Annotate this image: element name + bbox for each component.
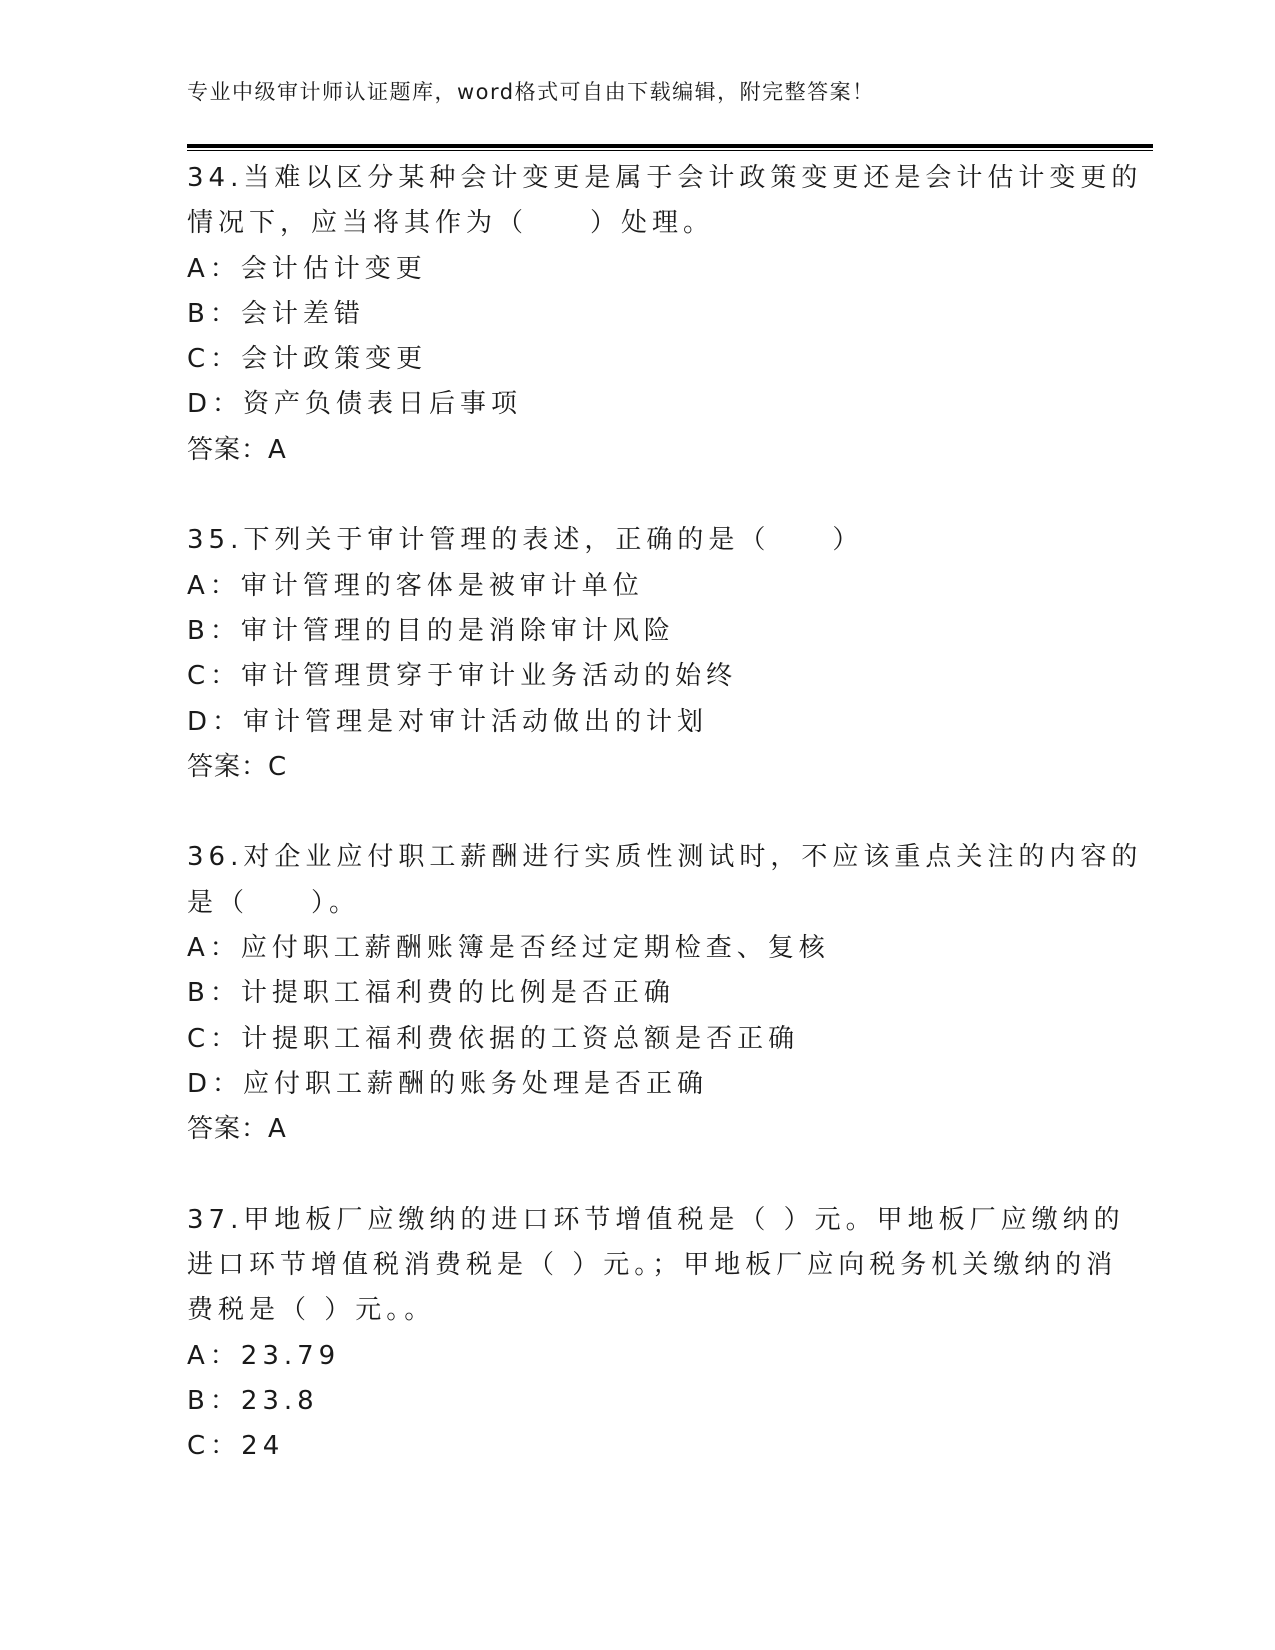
question-stem-line: 费税是（ ）元。。 (187, 1295, 436, 1326)
question-stem-line: 34.当难以区分某种会计变更是属于会计政策变更还是会计估计变更的 (187, 163, 1143, 193)
question-stem-line: 35.下列关于审计管理的表述，正确的是（ ） (187, 525, 864, 556)
answer-line: 答案：C (187, 751, 288, 782)
question-36 (187, 835, 1143, 1152)
question-stem-line: 情况下，应当将其作为（ ）处理。 (187, 208, 715, 239)
question-34 (187, 156, 1143, 473)
option-b: B：计提职工福利费的比例是否正确 (187, 978, 675, 1009)
option-c: C：会计政策变更 (187, 344, 428, 375)
answer-line: 答案：A (187, 1114, 287, 1145)
question-stem-line: 是（ ）。 (187, 887, 361, 918)
option-a: A：应付职工薪酬账簿是否经过定期检查、复核 (187, 933, 830, 964)
question-35 (187, 518, 1087, 790)
spacer (187, 473, 1087, 518)
option-a: A：23.79 (187, 1340, 341, 1371)
option-b: B：会计差错 (187, 298, 365, 329)
spacer (187, 1153, 1087, 1198)
option-a: A：审计管理的客体是被审计单位 (187, 570, 644, 601)
question-37 (187, 1198, 1125, 1470)
option-c: C：24 (187, 1431, 285, 1462)
spacer (187, 790, 1087, 835)
option-d: D：应付职工薪酬的账务处理是否正确 (187, 1068, 709, 1099)
question-list (187, 156, 1143, 1470)
option-c: C：审计管理贯穿于审计业务活动的始终 (187, 661, 738, 692)
question-stem-line: 36.对企业应付职工薪酬进行实质性测试时，不应该重点关注的内容的 (187, 842, 1143, 873)
option-b: B：审计管理的目的是消除审计风险 (187, 615, 675, 646)
option-a: A：会计估计变更 (187, 253, 427, 284)
header-rule-thin (187, 150, 1153, 151)
question-stem-line: 进口环节增值税消费税是（ ）元。；甲地板厂应向税务机关缴纳的消 (187, 1250, 1118, 1281)
page-header: 专业中级审计师认证题库，word格式可自由下载编辑，附完整答案！ (187, 80, 875, 104)
option-b: B：23.8 (187, 1386, 319, 1417)
option-d: D：审计管理是对审计活动做出的计划 (187, 706, 709, 737)
question-stem-line: 37.甲地板厂应缴纳的进口环节增值税是（ ）元。甲地板厂应缴纳的 (187, 1204, 1125, 1235)
header-rule-thick (187, 144, 1153, 148)
option-c: C：计提职工福利费依据的工资总额是否正确 (187, 1023, 800, 1054)
option-d: D：资产负债表日后事项 (187, 389, 523, 420)
answer-line: 答案：A (187, 434, 287, 465)
